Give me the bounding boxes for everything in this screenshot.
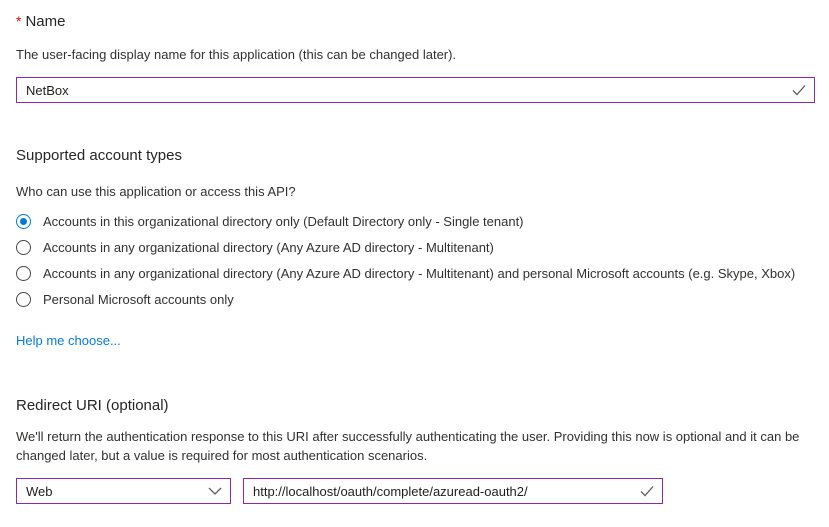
redirect-uri-section: [16, 396, 815, 504]
app-registration-form: [0, 11, 829, 504]
supported-account-types-section: [16, 146, 815, 350]
required-asterisk: *: [16, 13, 22, 29]
account-type-option-single-tenant[interactable]: [16, 208, 815, 234]
platform-select[interactable]: [16, 478, 231, 504]
account-types-title: Supported account types: [16, 147, 182, 164]
account-type-option-multitenant-personal[interactable]: [16, 260, 815, 286]
redirect-uri-input-wrapper: [243, 478, 663, 504]
checkmark-icon: [792, 84, 806, 96]
account-types-question: Who can use this application or access this API?: [16, 184, 296, 199]
radio-button[interactable]: [16, 240, 31, 255]
name-label: Name: [25, 13, 66, 30]
redirect-uri-title: Redirect URI (optional): [16, 397, 169, 414]
radio-dot: [20, 218, 27, 225]
account-type-option-multitenant[interactable]: [16, 234, 815, 260]
account-type-option-personal-only[interactable]: [16, 286, 815, 312]
redirect-uri-input[interactable]: [244, 479, 662, 503]
checkmark-icon: [640, 485, 654, 497]
redirect-uri-controls: [16, 478, 815, 504]
radio-button[interactable]: [16, 214, 31, 229]
platform-select-value: Web: [26, 483, 53, 499]
name-input-wrapper: [16, 77, 815, 103]
radio-dot: [20, 296, 27, 303]
radio-label: Accounts in any organizational directory (Any Azure AD directory - Multitenant): [43, 239, 494, 255]
radio-dot: [20, 244, 27, 251]
name-description: The user-facing display name for this application (this can be changed later).: [16, 47, 457, 62]
radio-label: Accounts in any organizational directory (Any Azure AD directory - Multitenant) and personal Microsoft accounts (e.g. Skype, Xbox): [43, 265, 796, 281]
name-input[interactable]: [17, 78, 814, 102]
help-me-choose-link[interactable]: Help me choose...: [16, 333, 121, 348]
redirect-uri-description: We'll return the authentication response to this URI after successfully authenticating the user. Providing this now is optional and it can be changed later, but a value is required for most authentication scenarios.: [16, 429, 800, 463]
account-types-radio-group: [16, 208, 815, 312]
radio-label: Accounts in this organizational directory only (Default Directory only - Single tenant): [43, 213, 524, 229]
radio-button[interactable]: [16, 292, 31, 307]
radio-dot: [20, 270, 27, 277]
chevron-down-icon: [208, 486, 222, 496]
radio-button[interactable]: [16, 266, 31, 281]
radio-label: Personal Microsoft accounts only: [43, 291, 234, 307]
name-section-title: [16, 11, 815, 32]
name-section: [16, 11, 815, 103]
